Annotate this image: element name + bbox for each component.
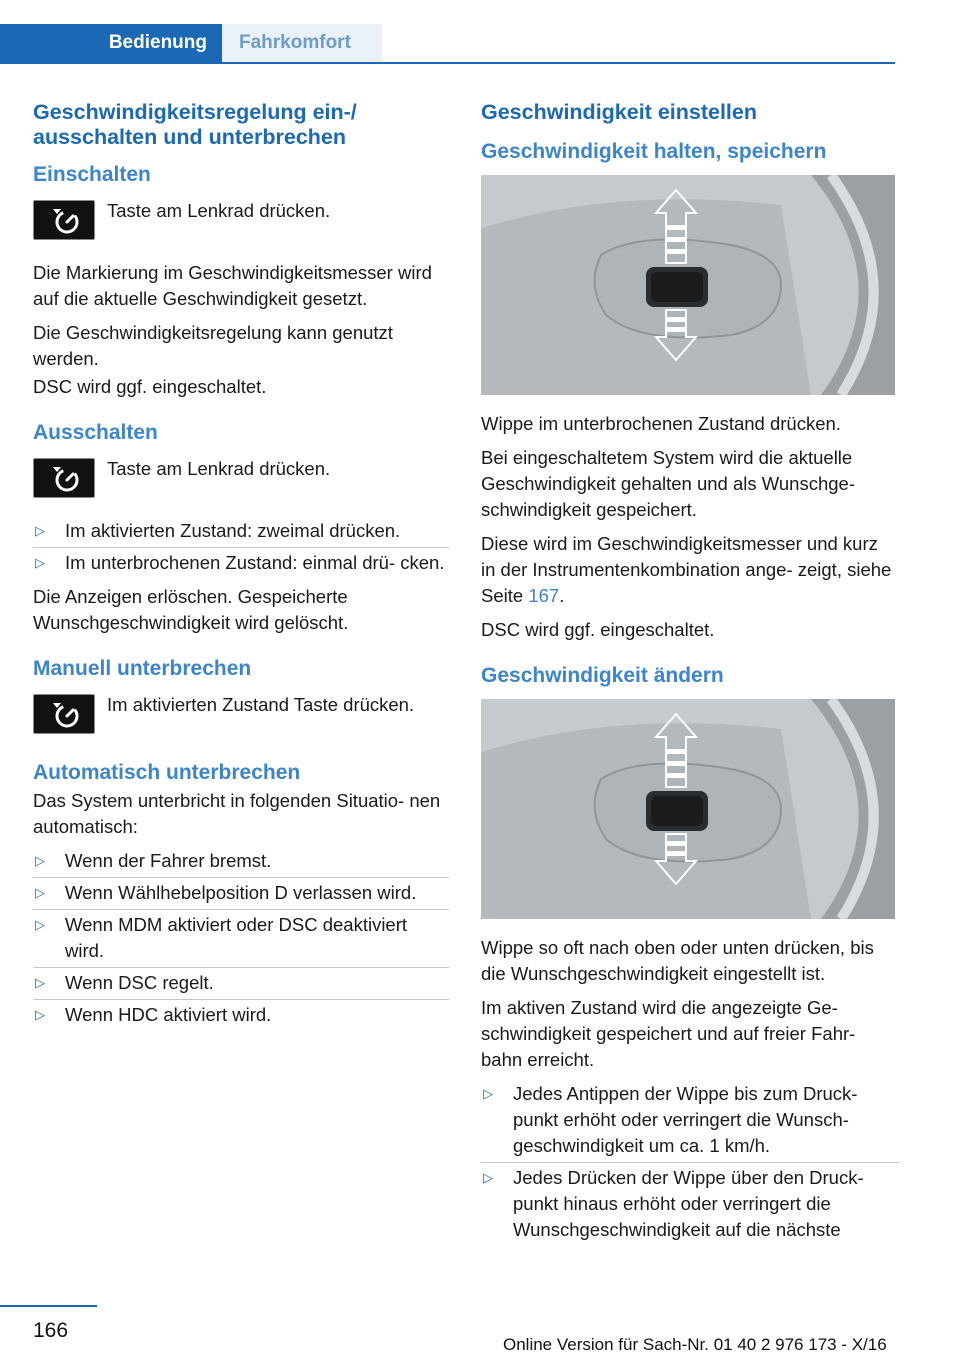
triangle-bullet-icon: ▷: [35, 853, 45, 868]
bullet-list-automatisch: [33, 848, 445, 1028]
list-item: ▷ Wenn der Fahrer bremst.: [33, 848, 445, 874]
right-column: [481, 100, 895, 1251]
paragraph: Die Anzeigen erlöschen. Gespeicherte Wunschgeschwindigkeit wird gelöscht.: [33, 586, 349, 633]
triangle-bullet-icon: ▷: [483, 1086, 493, 1101]
paragraph: Das System unterbricht in folgenden Situatio‐ nen automatisch:: [33, 790, 441, 837]
cruise-control-button-icon: [33, 694, 95, 734]
paragraph: DSC wird ggf. eingeschaltet.: [33, 376, 267, 397]
paragraph: Die Geschwindigkeitsregelung kann genutzt werden.: [33, 322, 393, 369]
left-column: [33, 100, 445, 1036]
section-title-einstellen: Geschwindigkeit einstellen: [481, 100, 757, 124]
triangle-bullet-icon: ▷: [35, 885, 45, 900]
cruise-control-button-icon: [33, 458, 95, 498]
header-tabs: [0, 24, 895, 64]
paragraph: Im aktiven Zustand wird die angezeigte Ge‐ schwindigkeit gespeichert und auf freier Fahr‐ bahn erreicht.: [481, 997, 856, 1070]
heading-manuell: Manuell unterbrechen: [33, 657, 252, 680]
paragraph: Wippe im unterbrochenen Zustand drücken.: [481, 413, 841, 434]
steering-wheel-rocker-image: [481, 175, 895, 395]
paragraph-text: Diese wird im Geschwindigkeitsmesser und kurz in der Instrumentenkombination ange‐ zeigt, siehe Seite: [481, 533, 892, 606]
triangle-bullet-icon: ▷: [35, 917, 45, 932]
icon-text-manuell: Im aktivierten Zustand Taste drücken.: [107, 694, 415, 715]
page-number: 166: [33, 1319, 69, 1342]
heading-einschalten: Einschalten: [33, 163, 151, 186]
paragraph-text: .: [559, 585, 565, 606]
icon-text-einschalten: Taste am Lenkrad drücken.: [107, 200, 331, 221]
list-item: ▷ Wenn MDM aktiviert oder DSC deaktiviert wird.: [33, 912, 445, 964]
list-item: ▷ Im aktivierten Zustand: zweimal drücken.: [33, 518, 445, 544]
list-item: ▷ Wenn HDC aktiviert wird.: [35, 1004, 272, 1025]
bullet-list-aendern: [481, 1081, 895, 1243]
icon-row-manuell: [33, 692, 445, 740]
tab-fahrkomfort[interactable]: Fahrkomfort: [222, 24, 382, 62]
paragraph: Wippe so oft nach oben oder unten drücken, bis die Wunschgeschwindigkeit eingestellt ist.: [481, 937, 874, 984]
list-item: ▷ Wenn DSC regelt.: [33, 970, 445, 996]
cruise-control-button-icon: [33, 200, 95, 240]
paragraph: [481, 531, 895, 609]
tab-bedienung[interactable]: Bedienung: [0, 24, 222, 62]
heading-automatisch: Automatisch unterbrechen: [33, 761, 301, 784]
footer-version-text: Online Version für Sach-Nr. 01 40 2 976 173 - X/16: [503, 1335, 887, 1354]
bullet-list-ausschalten: [33, 518, 445, 576]
triangle-bullet-icon: ▷: [35, 975, 45, 990]
icon-row-ausschalten: [33, 456, 445, 504]
list-item: ▷ Wenn Wählhebelposition D verlassen wird.: [33, 880, 445, 906]
icon-row-einschalten: [33, 198, 445, 246]
list-item: ▷ Jedes Antippen der Wippe bis zum Druck‐ punkt erhöht oder verringert die Wunsch‐ geschwindigkeit um ca. 1 km/h.: [481, 1081, 895, 1159]
heading-aendern: Geschwindigkeit ändern: [481, 664, 724, 687]
steering-wheel-rocker-image: [481, 699, 895, 919]
paragraph: DSC wird ggf. eingeschaltet.: [481, 619, 715, 640]
section-title-regelung: Geschwindigkeitsregelung ein-/ ausschalten und unterbrechen: [33, 100, 357, 149]
list-item: ▷ Im unterbrochenen Zustand: einmal drü‐ cken.: [35, 552, 445, 573]
triangle-bullet-icon: ▷: [35, 555, 45, 570]
triangle-bullet-icon: ▷: [483, 1170, 493, 1185]
heading-halten: Geschwindigkeit halten, speichern: [481, 140, 827, 163]
triangle-bullet-icon: ▷: [35, 523, 45, 538]
footer-rule: [0, 1305, 97, 1307]
heading-ausschalten: Ausschalten: [33, 421, 158, 444]
page-link-167[interactable]: 167: [528, 585, 560, 606]
list-item: ▷ Jedes Drücken der Wippe über den Druck‐ punkt hinaus erhöht oder verringert die Wunschgeschwindigkeit auf die nächste: [483, 1167, 864, 1240]
paragraph: Bei eingeschaltetem System wird die aktuelle Geschwindigkeit gehalten und als Wunschge‐ schwindigkeit gespeichert.: [481, 447, 855, 520]
triangle-bullet-icon: ▷: [35, 1007, 45, 1022]
icon-text-ausschalten: Taste am Lenkrad drücken.: [107, 458, 331, 479]
paragraph: Die Markierung im Geschwindigkeitsmesser wird auf die aktuelle Geschwindigkeit gesetzt.: [33, 262, 432, 309]
